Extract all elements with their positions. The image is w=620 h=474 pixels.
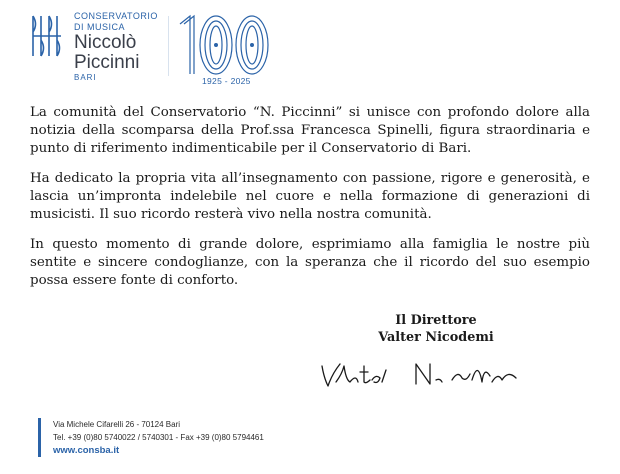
handwritten-signature-icon [312,352,532,392]
paragraph-condolences: In questo momento di grande dolore, esprimiamo alla famiglia le nostre più sentite e sincere condoglianze, con la speranza che il ricordo del suo esempio possa essere fonte di conforto. [30,237,590,288]
footer-contacts [38,418,264,457]
footer-website-link[interactable]: www.consba.it [53,445,120,456]
logo-city: BARI [74,73,97,82]
logo-wordmark [74,11,158,83]
logo-name-line1: Niccolò [74,32,137,53]
logo-org-line1: CONSERVATORIO [74,11,158,21]
conservatory-logo-icon [30,14,66,58]
signatory-role: Il Direttore [395,313,477,328]
centenary-100-icon [168,10,278,80]
logo-org-line2: DI MUSICA [74,22,126,32]
signatory-name: Valter Nicodemi [378,330,494,345]
logo-name-line2: Piccinni [74,52,140,73]
letterhead [30,10,270,88]
paragraph-announcement: La comunità del Conservatorio “N. Piccinni” si unisce con profondo dolore alla notizia della scomparsa della Prof.ssa Francesca Spinelli, figura straordinaria e punto di riferimento indimenticabile per il Conservatorio di Bari. [30,105,590,156]
signature-block [372,312,500,346]
letter-body [30,104,590,302]
footer-phones: Tel. +39 (0)80 5740022 / 5740301 - Fax +39 (0)80 5794461 [53,433,264,442]
footer-address: Via Michele Cifarelli 26 - 70124 Bari [53,420,181,429]
anniversary-years: 1925 - 2025 [202,76,251,86]
paragraph-tribute: Ha dedicato la propria vita all’insegnamento con passione, rigore e generosità, e lascia un’impronta indelebile nel cuore e nella formazione di generazioni di musicisti. Il suo ricordo resterà vivo nella nostra comunità. [30,171,590,222]
